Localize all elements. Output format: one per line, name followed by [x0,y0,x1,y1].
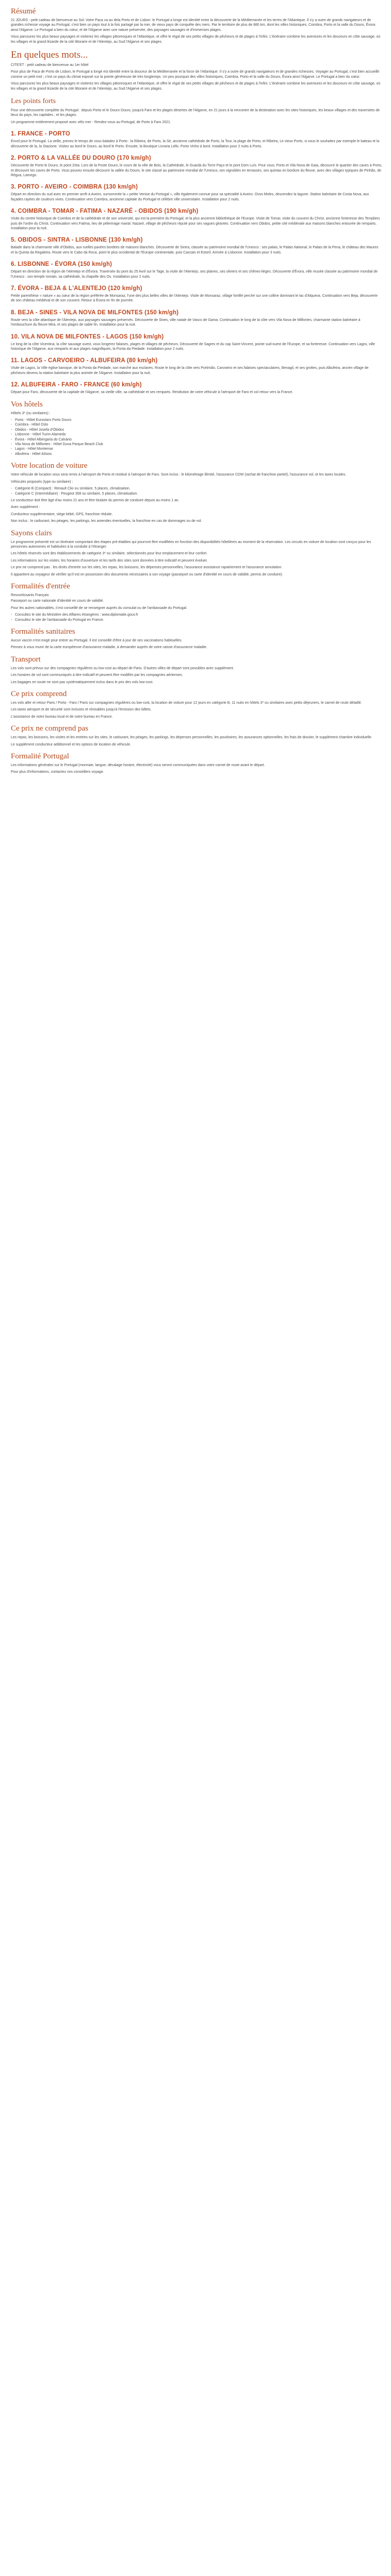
points-text-3: Vous parcourez les plus beaux paysages et visiterez les villages pittoresques et l'Atlantique, et offre le régal de ses petits villages de pêcheurs et de plages à l'infini. L'itinéraire combine les aventures et les douceurs en côte sauvage, où les villages et la grand lézarde de la cité littoraire et de l'Alentejo, au Sud l'Algarve et ses plages. [11,82,381,91]
section-title-savoir: Sayons clairs [11,529,52,537]
page [9,0,382,775]
savoir-text-1: Le programme présenté est un itinéraire comportant des étapes pré-établies qui pourront être modifiées en fonction des disponibilités hôtelières au moment de la réservation. Les circuits en voiture de location sont conçus pour les personnes autonomes et habituées à la conduite à l'étranger. [11,540,371,549]
day-title: 5. OBIDOS - SINTRA - LISBONNE (130 km/gh) [11,237,143,244]
section-title-sanitaires: Formalités sanitaires [11,628,75,636]
hotel-item: - Vila Nova de Milfontes - Hôtel Duna Parque Beach Club [11,442,382,447]
sanitaires-text-1: Aucun vaccin n'est exigé pour entrer au Portugal. Il est conseillé d'être à jour de ses vaccinations habituelles. [11,639,183,642]
nonprix-text-2: Le supplément conducteur additionnel et les options de location de véhicule. [11,742,131,747]
formalites-subtitle: Ressortissants Français [11,593,49,597]
day-title: 8. BEJA - SINES - VILA NOVA DE MILFONTES (150 km/gh) [11,309,179,316]
transport-text-2: Les horaires de vol sont communiqués à titre indicatif et peuvent être modifiés par les compagnies aériennes. [11,673,183,677]
section-title-nonprix: Ce prix ne comprend pas [11,724,88,733]
forts-text-1: Pour une découverte complète du Portugal : depuis Porto et le Douro Douro, jusqu'à Faro et les plages désertes de l'Algarve, en 21 jours à la rencontre de la destination avec les sites historiques, les beaux villages et des traversées de lieux du pays, les capitales ; et les plages. [11,109,380,117]
vehicle-item: - Catégorie C (Intermédiaire) : Peugeot 308 ou similaire, 5 places, climatisation. [11,492,382,496]
day-title: 7. ÉVORA - BEJA & L'ALENTEJO (120 km/gh) [11,285,142,292]
section-title-hotels: Vos hôtels [11,400,43,409]
day-title: 10. VILA NOVA DE MILFONTES - LAGOS (150 km/gh) [11,333,164,340]
voiture-text-5: Conducteur supplémentaire, siège bébé, GPS, franchise réduite. [11,512,113,516]
day-title: 4. COIMBRA - TOMAR - FATIMA - NAZARÉ - OBIDOS (190 km/gh) [11,208,199,215]
day-title: 3. PORTO - AVEIRO - COIMBRA (130 km/gh) [11,184,138,191]
resume-text-2: Vous parcourez les plus beaux paysages et visiterez les villages pittoresques et l'Atlantique, et offre le régal de ses petits villages de pêcheurs et de plages à l'infini. L'itinéraire combine les aventures et les douceurs en côte sauvage, où les villages et la grand lézarde de la cité littoraire et de l'Alentejo, au Sud l'Algarve et ses plages. [11,35,381,44]
voiture-text-1: Votre véhicule de location vous sera remis à l'aéroport de Porto et restitué à l'aéroport de Faro. Sont inclus : le kilométrage illimité, l'assurance CDW (rachat de franchise partiel), l'assurance vol, et les taxes locales. [11,473,347,477]
vehicle-list [11,486,382,496]
day-title: 11. LAGOS - CARVOEIRO - ALBUFEIRA (80 km/gh) [11,358,158,364]
voiture-text-2: Véhicules proposés (type ou similaire) : [11,480,73,484]
voiture-text-4: Avec supplément : [11,505,40,510]
section-title-formalites: Formalités d'entrée [11,582,70,590]
day-text: Balade dans la charmante ville d'Obidos, aux ruelles pavées bordées de maisons blanches. Découverte de Sintra, classée au patrimoine mondial de l'Unesco : ses palais, le Palais National, le Palais de la Pena, le château des Maures et la Quinta da Regaleira. Route vers le Cabo da Roca, point le plus occidental de l'Europe continentale, puis Cascais et Estoril. Arrivée à Lisbonne. Installation pour 3 nuits. [11,246,379,255]
transport-text-3: Les bagages en soute ne sont pas systématiquement inclus dans le prix des vols low-cost. [11,680,154,684]
transport-text-1: Les vols sont prévus sur des compagnies régulières ou low-cost au départ de Paris. D'autres villes de départ sont possibles avec supplément. [11,666,234,670]
day-text: Départ en direction du sud avec en premier arrêt à Aveiro, surnommée la « petite Venise du Portugal », ville également connue pour sa spécialité à Aveiro. Ovos Moles, descendez la lagune. Station balnéaire de Costa Nova, aux façades rayées de couleurs vives. Continuation vers Coimbra, ancienne capitale du Portugal et célèbre ville universitaire. Installation pour 2 nuits. [11,193,369,201]
forts-text-2: Un programme entièrement proposé avec vélo mer - Rendez-vous au Portugal, de Porto à Faro 2021. [11,120,171,124]
hotel-item: - Lisbonne - Hôtel Turim Alameda [11,432,382,437]
formalites-list [11,613,382,622]
savoir-text-2: Les hôtels réservés sont des établissements de catégorie 3* ou similaire, sélectionnés pour leur emplacement et leur confort. [11,552,208,556]
hotel-item: - Obidos - Hôtel Josefa d'Óbidos [11,428,382,432]
day-title: 1. FRANCE - PORTO [11,131,71,138]
day-text: Découverte de Porto le Douro, le point Zeta. Lors de la Poste Douro, le cours de la ville de Bois, la Cathédrale, le Guarda du Torre Paço et le pont Dom Luís. Pour vous, Porto et Vila Nova de Gaia, découvrir le quartier des caves à Porto, et découvrir les caves de Porto. Vous pouvez ensuite découvrir la vallée du Douro, le site classé au patrimoine mondial de l'Unesco, ses vignobles en terrasses, ses quintas en bordure du fleuve, avec des villages typiques de Pinhão, de Régua, Lamego. [11,164,382,177]
day-text: Petite parenthèse « nature » au cœur de la région préférée de Monsaraz, l'une des plus belles villes de l'Alentejo. Visite de Monsaraz, village fortifié perché sur une colline dominant le lac d'Alqueva. Continuation vers Beja, découverte de son château médiéval et de son couvent. Retour à Évora en fin de journée. [11,294,378,303]
savoir-text-5: Il appartient au voyageur de vérifier qu'il est en possession des documents nécessaires à son voyage (passeport ou carte d'identité en cours de validité, permis de conduire). [11,572,283,577]
prix-text-1: Les vols aller et retour Paris / Porto - Faro / Paris sur compagnies régulières ou low-cost, la location de voiture pour 12 jours en catégorie B, 11 nuits en hôtels 3* ou similaires avec petits déjeuners, le carnet de route détaillé. [11,701,362,705]
hotel-item: - Lagos - Hôtel Montemar [11,447,382,451]
savoir-text-3: Les informations sur les visites, les horaires d'ouverture et les tarifs des sites sont données à titre indicatif et peuvent évoluer. [11,558,208,563]
hotel-item: - Porto - Hôtel Eurostars Porto Douro [11,418,382,422]
hotel-list [11,418,382,456]
hotel-item: - Évora - Hôtel Albergaria do Calvário [11,437,382,442]
formalites-item: - Consultez le site de l'ambassade du Portugal en France. [11,618,382,622]
pratique-text-2: Pour plus d'informations, contactez nos conseillers voyage. [11,770,104,774]
day-title: 2. PORTO & LA VALLÉE DU DOURO (170 km/gh) [11,155,151,162]
section-title-prix: Ce prix comprend [11,690,67,699]
hotel-item: - Albufeira - Hôtel Alísios [11,452,382,456]
section-title-points: En quelques mots... [11,49,88,61]
prix-text-2: Les taxes aéroport et de sécurité sont incluses et révisables jusqu'à l'émission des billets. [11,708,152,712]
itinerary [11,131,382,395]
vehicle-item: - Catégorie B (Compact) : Renault Clio ou similaire, 5 places, climatisation. [11,486,382,491]
points-text-2: Pour plus de Paca de Porto de Lisbon, le Portugal a longé est identité entre la douceur de la Méditerranée et la force de l'Atlantique. Il s'y a outre de grands navigateurs et de grandes richesses. Voyager au Portugal, c'est bien accueillir comme un petit mot ; c'est un pays du climat exposé sur la pointe généreuse de très longtemps. Un peu pourquoi des villes historiques, Coimbra, Porto et la valle du Douro, Évora ainsi l'Algarve. Le Portugal a bien du cœur. [11,70,380,79]
section-title-forts: Les points forts [11,97,56,106]
sanitaires-text-2: Pensez à vous munir de la carte européenne d'assurance maladie, à demander auprès de votre caisse d'assurance maladie. [11,646,207,650]
day-text: Route vers la côte atlantique de l'Alentejo, aux paysages sauvages préservés. Découverte de Sines, ville natale de Vasco de Gama. Continuation le long de la côte vers Vila Nova de Milfontes, charmante station balnéaire à l'embouchure du fleuve Mira, et ses plages de sable fin. Installation pour la nuit. [11,318,361,327]
day-text: Le long de la côte Vicentina, la côte sauvage ouest, vous longerez falaises, plages et villages de pêcheurs. Découverte de Sagres et du cap Saint-Vincent, pointe sud-ouest de l'Europe, et sa forteresse. Continuation vers Lagos, ville historique de l'Algarve, aux remparts et aux plages magnifiques, la Ponta da Piedade. Installation pour 2 nuits. [11,342,375,351]
resume-title: Résumé [11,7,36,15]
voiture-text-3: Le conducteur doit être âgé d'au moins 21 ans et être titulaire du permis de conduire depuis au moins 1 an. [11,498,180,502]
prix-text-3: L'assistance de notre bureau local et de notre bureau en France. [11,715,113,719]
day-text: Départ en direction de la région de l'Alentejo et d'Évora. Traversée du pont du 25 Avril sur le Tage, la visite de l'Alentejo, ses plaines, ses oliviers et ses chênes-lièges. Découverte d'Évora, ville musée classée au patrimoine mondial de l'Unesco : son temple romain, sa cathédrale, la chapelle des Os. Installation pour 2 nuits. [11,270,378,279]
nonprix-text-1: Les repas, les boissons, les visites et les entrées sur les sites, le carburant, les péages, les parkings, les dépenses personnelles, les pourboires, les assurances optionnelles, les frais de dossier, le supplément chambre individuelle. [11,736,372,740]
pratique-text-1: Les informations générales sur le Portugal (monnaie, langue, décalage horaire, électricité) vous seront communiquées dans votre carnet de route avant le départ. [11,764,265,768]
section-title-pratique: Formalité Portugal [11,752,69,761]
day-text: Visite de Lagos, la Ville église baroque, de la Ponta da Piedade, son marché aux esclaves. Route le long de la côte vers Portimão, Carvoeiro et ses falaises spectaculaires, Benagil, et ses grottes, puis Albufeira, ancien village de pêcheurs devenu la station balnéaire la plus animée de l'Algarve. Installation pour la nuit. [11,366,369,375]
formalites-item: - Consultez le site du Ministère des Affaires étrangères : www.diplomatie.gouv.fr [11,613,382,617]
day-text: Envol pour le Portugal. La veille, prenez le temps de vous baladez à Porto : la Ribeira, de Porto, la Sé, ancienne cathédrale de Porto, la Tour, la plage de Porto, et Ribeira, Le vieux Porto, si vous le souhaitez par exemple le bateau et la découverte de la, la Stazione. Visitez au bord le Douro, au bord le Porto. Ensuite, la Boutique Livraria Lello. Porto Vinho à bord. Installation pour 2 nuits à Porto. [11,140,380,148]
formalites-text-2: Pour les autres nationalités, il est conseillé de se renseigner auprès du consulat ou de l'ambassade du Portugal. [11,606,187,610]
voiture-text-6: Non inclus : le carburant, les péages, les parkings, les amendes éventuelles, la franchise en cas de dommages ou de vol. [11,519,202,523]
day-text: Départ pour Faro, découverte de la capitale de l'Algarve, sa vieille ville, sa cathédrale et ses remparts. Restitution de votre véhicule à l'aéroport de Faro et vol retour vers la France. [11,391,294,395]
savoir-text-4: Le prix ne comprend pas : les droits d'entrée sur les sites, les repas, les boissons, les dépenses personnelles, l'assurance assistance rapatriement et l'assurance annulation. [11,566,283,570]
day-title: 12. ALBUFEIRA - FARO - FRANCE (60 km/gh) [11,382,142,388]
hotels-intro: Hôtels 3* (ou similaires) : [11,411,51,415]
day-title: 6. LISBONNE - ÉVORA (150 km/gh) [11,261,112,268]
points-text-1: CITE'ET : petit cadeau de bienvenue au 1er hôtel [11,63,89,67]
section-title-transport: Transport [11,655,41,664]
section-title-voiture: Votre location de voiture [11,462,88,470]
resume-text-1: 21 JOURS - petit cadeau de bienvenue au Sol: Votre Paca va au dela Porto et de Lisbon: le Portugal a longe est identité entre la découverte de la Méditerranée et les terres de l'Atlantique. Il s'y a outre de grands navigateurs et de grandes richesse voyage au Portugal, c'est bien un pays tout à la fois partagé par la mer, de vieux pays de conquête des mers. Par le territoire de plus de 880 km, dont les villes historiques, Coimbra, Porto et la valle du Douro, Évora ainsi l'Algarve. Le Portugal a bien du cœur, et de l'Algarve avec une nature préservée, des paysages sauvages et d'immenses plages. [11,19,376,32]
hotel-item: - Coimbra - Hôtel Oslo [11,422,382,427]
formalites-text-1: Passeport ou carte nationale d'identité en cours de validité. [11,599,104,603]
day-text: Visite du centre historique de Coimbra et de la cathédrale et de son université, qui est la première du Portugal, et la plus ancienne bibliothèque de l'Europe. Visite de Tomar, visite du couvent du Christ, ancienne forteresse des Templiers puis de l'ordre du Christ. Continuation vers Fatima, lieu de pèlerinage marial. Nazaré, village de pêcheurs réputé pour ses vagues géantes. Continuation vers Obidos, petite cité médiévale aux maisons blanches entourée de remparts. Installation pour la nuit. [11,217,380,230]
